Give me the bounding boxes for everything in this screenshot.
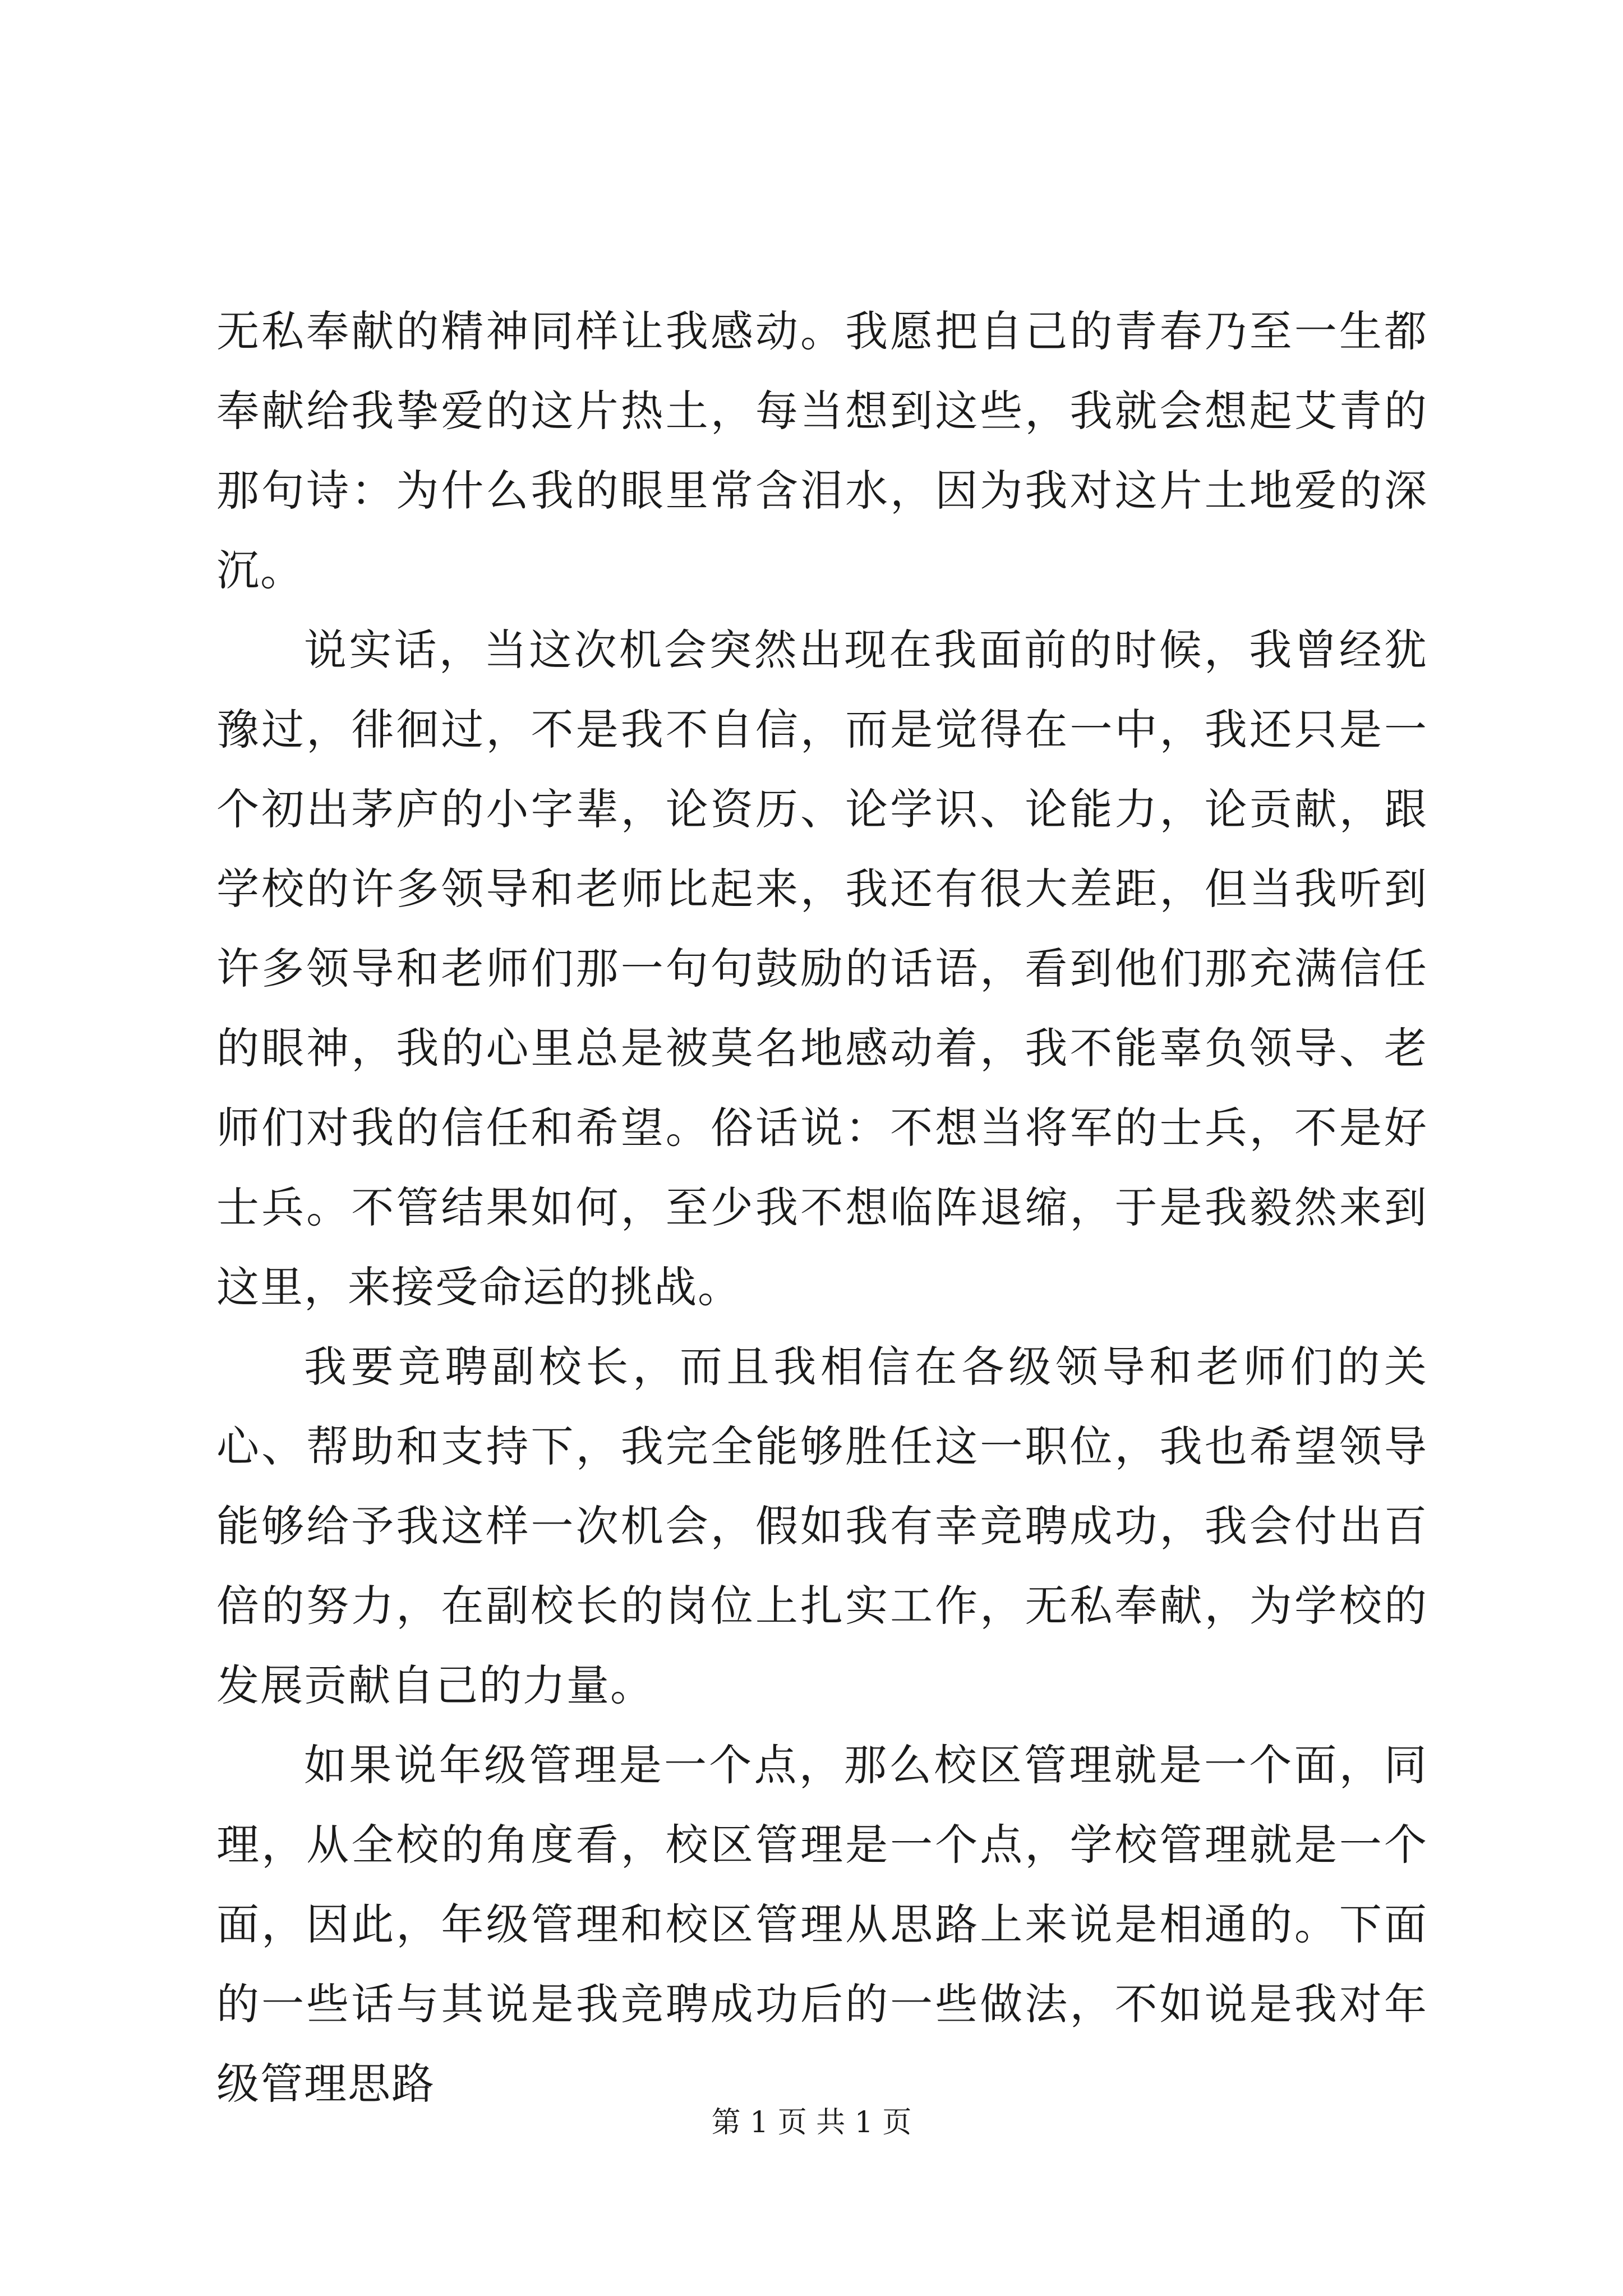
paragraph-continuation: 无私奉献的精神同样让我感动。我愿把自己的青春乃至一生都奉献给我挚爱的这片热土，每当想到这些，我就会想起艾青的那句诗：为什么我的眼里常含泪水，因为我对这片土地爱的深沉。 bbox=[216, 306, 1428, 595]
paragraph: 说实话，当这次机会突然出现在我面前的时候，我曾经犹豫过，徘徊过，不是我不自信，而是觉得在一中，我还只是一个初出茅庐的小字辈，论资历、论学识、论能力，论贡献，跟学校的许多领导和老师比起来，我还有很大差距，但当我听到许多领导和老师们那一句句鼓励的话语，看到他们那充满信任的眼神，我的心里总是被莫名地感动着，我不能辜负领导、老师们对我的信任和希望。俗话说：不想当将军的士兵，不是好士兵。不管结果如何，至少我不想临阵退缩，于是我毅然来到这里，来接受命运的挑战。 bbox=[216, 625, 1428, 1312]
page-footer: 第 1 页 共 1 页 bbox=[711, 2106, 912, 2139]
paragraph: 我要竞聘副校长，而且我相信在各级领导和老师们的关心、帮助和支持下，我完全能够胜任这一职位，我也希望领导能够给予我这样一次机会，假如我有幸竞聘成功，我会付出百倍的努力，在副校长的岗位上扎实工作，无私奉献，为学校的发展贡献自己的力量。 bbox=[216, 1342, 1428, 1710]
body-text bbox=[216, 292, 1428, 2124]
paragraph: 如果说年级管理是一个点，那么校区管理就是一个面，同理，从全校的角度看，校区管理是一个点，学校管理就是一个面，因此，年级管理和校区管理从思路上来说是相通的。下面的一些话与其说是我竞聘成功后的一些做法，不如说是我对年级管理思路 bbox=[216, 1740, 1428, 2109]
